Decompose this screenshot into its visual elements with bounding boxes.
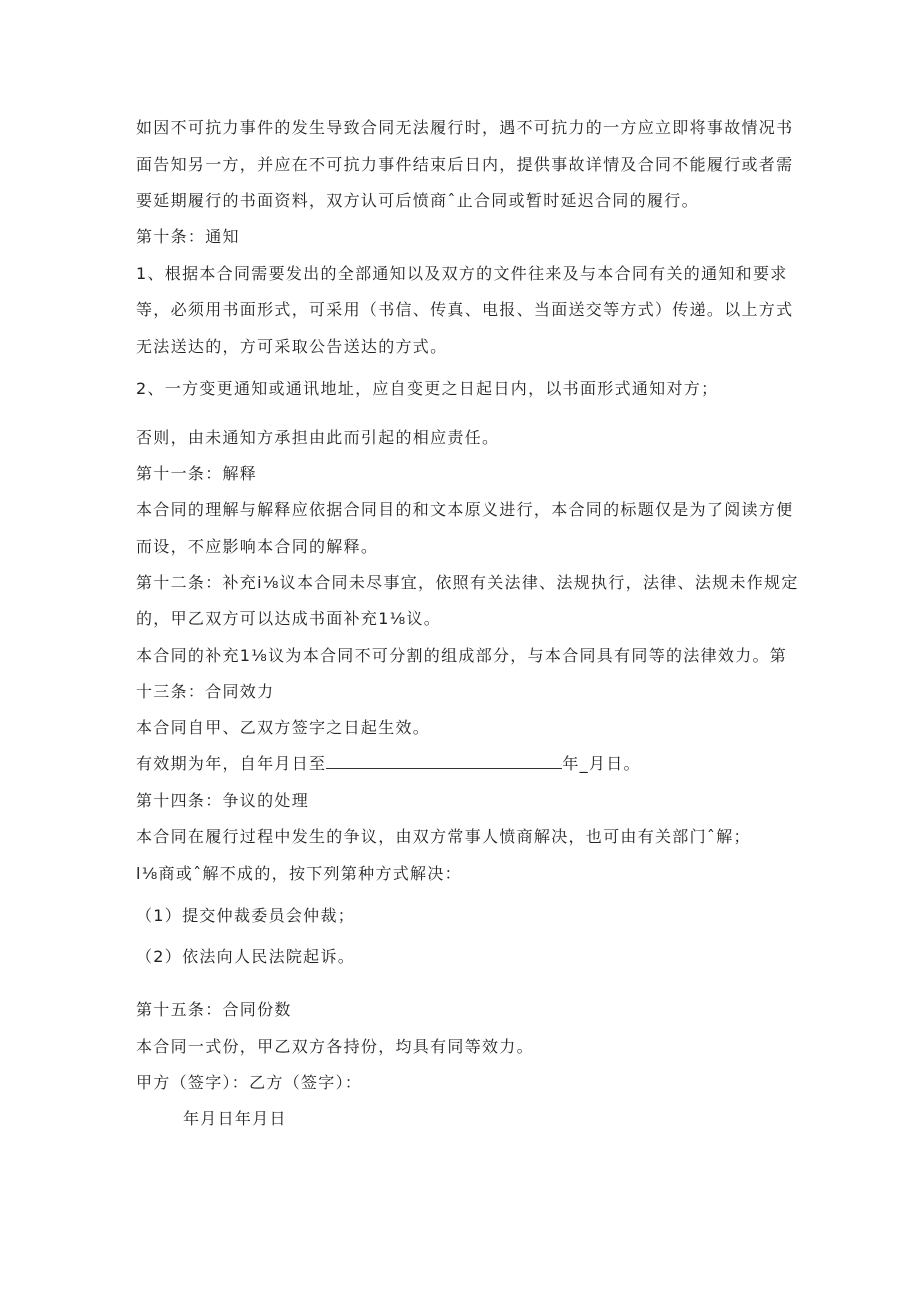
validity-period-text-end: 年_月日。 xyxy=(562,754,641,773)
dispute-line-1: 本合同在履行过程中发生的争议，由双方常事人愤商解决，也可由有关部门ˆ解； xyxy=(136,827,751,846)
validity-period-text-start: 有效期为年，自年月日至 xyxy=(136,754,327,773)
supplement-effect-line: 本合同的补充1⅛议为本合同不可分割的组成部分，与本合同具有同等的法律效力。第 xyxy=(136,646,788,665)
copies-line: 本合同一式份，甲乙双方各持份，均具有同等效力。 xyxy=(136,1037,534,1056)
notice-clause-1-line-1: 1、根据本合同需要发出的全部通知以及双方的文件往来及与本合同有关的通知和要求 xyxy=(136,264,788,283)
notice-clause-2-line-2: 否则，由未通知方承担由此而引起的相应责任。 xyxy=(136,428,500,447)
effective-date-line: 本合同自甲、乙双方签字之日起生效。 xyxy=(136,718,431,737)
dispute-option-1: （1）提交仲裁委员会仲裁； xyxy=(136,906,356,925)
interpretation-line-1: 本合同的理解与解释应依据合同目的和文本原义进行，本合同的标题仅是为了阅读方便 xyxy=(136,500,794,519)
notice-clause-1-line-2: 等，必须用书面形式，可采用（书信、传真、电报、当面送交等方式）传递。以上方式 xyxy=(136,300,794,319)
dispute-option-2: （2）依法向人民法院起诉。 xyxy=(136,947,356,966)
article-10-heading: 第十条：通知 xyxy=(136,227,240,246)
article-12-line-1: 第十二条：补充i⅛议本合同未尽事宜，依照有关法律、法规执行，法律、法规未作规定 xyxy=(136,573,799,592)
validity-period-blank xyxy=(326,754,562,769)
interpretation-line-2: 而设，不应影响本合同的解释。 xyxy=(136,537,379,556)
article-13-heading: 十三条：合同效力 xyxy=(136,682,275,701)
signature-line: 甲方（签字）：乙方（签字）： xyxy=(136,1073,363,1092)
paragraph-force-majeure-line-1: 如因不可抗力事件的发生导致合同无法履行时，遇不可抗力的一方应立即将事故情况书 xyxy=(136,118,794,137)
signature-date-line: 年月日年月日 xyxy=(183,1109,287,1128)
dispute-line-2: l⅛商或ˆ解不成的，按下列第种方式解决： xyxy=(136,864,462,883)
notice-clause-2-line-1: 2、一方变更通知或通讯地址，应自变更之日起日内，以书面形式通知对方； xyxy=(136,379,719,398)
notice-clause-1-line-3: 无法送达的，方可采取公告送达的方式。 xyxy=(136,337,448,356)
paragraph-force-majeure-line-2: 面告知另一方，并应在不可抗力事件结束后日内，提供事故详情及合同不能履行或者需 xyxy=(136,155,794,174)
article-15-heading: 第十五条：合同份数 xyxy=(136,1000,292,1019)
article-12-line-2: 的，甲乙双方可以达成书面补充1⅛议。 xyxy=(136,609,442,628)
article-14-heading: 第十四条：争议的处理 xyxy=(136,791,310,810)
article-11-heading: 第十一条：解释 xyxy=(136,464,258,483)
validity-period-line xyxy=(136,754,796,774)
paragraph-force-majeure-line-3: 要延期履行的书面资料，双方认可后愤商ˆ止合同或暂时延迟合同的履行。 xyxy=(136,191,699,210)
